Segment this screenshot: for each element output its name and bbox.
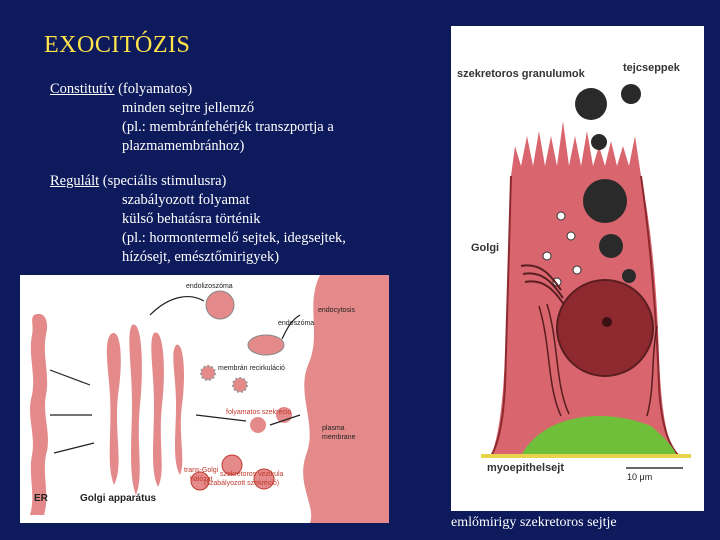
label-endoszoma: endoszóma — [278, 320, 315, 327]
secretory-granule — [573, 266, 581, 274]
label-er: ER — [34, 493, 48, 504]
label-halozat: hálózat — [190, 476, 213, 483]
golgi-cisterna-3 — [151, 332, 164, 487]
label-trans-golgi: trans-Golgi — [184, 467, 219, 474]
arrow — [54, 443, 94, 453]
regulated-term: Regulált — [50, 173, 100, 189]
figure-caption: emlőmirigy szekretoros sejtje — [451, 515, 617, 530]
milk-droplet — [583, 179, 627, 223]
regulated-heading — [50, 172, 346, 191]
regulated-block — [50, 172, 346, 267]
er-shape — [30, 314, 48, 515]
label-plasma: plasma — [322, 425, 345, 432]
nucleus-shape — [557, 280, 653, 376]
regulated-line-1: szabályozott folyamat — [122, 192, 250, 208]
secretory-granule — [543, 252, 551, 260]
arrow — [282, 315, 300, 339]
secretory-granule — [557, 212, 565, 220]
label-scale: 10 μm — [627, 472, 653, 482]
constitutive-heading — [50, 80, 334, 99]
constitutive-term-rest: (folyamatos) — [114, 81, 193, 97]
basement-membrane — [481, 454, 691, 458]
golgi-cisterna-2 — [129, 324, 142, 495]
regulated-line-3: (pl.: hormontermelő sejtek, idegsejtek, — [122, 230, 346, 246]
arrow — [150, 297, 204, 315]
label-golgi-apparatus: Golgi apparátus — [80, 493, 157, 504]
page-title: EXOCITÓZIS — [44, 32, 191, 58]
constitutive-term: Constitutív — [50, 81, 115, 97]
constitutive-line-2: (pl.: membránfehérjék transzportja a — [122, 119, 334, 135]
regulated-line-2: külső behatásra történik — [122, 211, 261, 227]
vesicle — [233, 378, 247, 392]
endosome-shape — [248, 335, 284, 355]
vesicle — [201, 366, 215, 380]
secretory-granule — [567, 232, 575, 240]
constitutive-line-3: plazmamembránhoz) — [122, 138, 245, 154]
endolysosome-shape — [206, 291, 234, 319]
milk-droplet — [575, 88, 607, 120]
label-golgi: Golgi — [471, 242, 500, 254]
golgi-cisterna-1 — [107, 333, 121, 485]
label-myoepithelsejt: myoepithelsejt — [487, 462, 565, 474]
milk-droplet — [599, 234, 623, 258]
regulated-line-4: hízósejt, emésztőmirigyek) — [122, 249, 280, 265]
constitutive-line-1: minden sejtre jellemző — [122, 100, 255, 116]
cell-illustration — [451, 26, 704, 511]
arrow — [50, 370, 90, 385]
mammary-secretory-cell-diagram — [451, 26, 704, 511]
golgi-cisterna-4 — [173, 345, 184, 475]
milk-droplet — [622, 269, 636, 283]
exocytosis-pathway-diagram — [20, 275, 389, 523]
milk-droplet — [621, 84, 641, 104]
milk-droplet — [591, 134, 607, 150]
label-folyamatos-szekrecio: folyamatos szekréció — [226, 409, 292, 416]
vesicle — [250, 417, 266, 433]
constitutive-block — [50, 80, 334, 156]
label-membrane: membrane — [322, 434, 356, 441]
nucleolus-shape — [602, 317, 612, 327]
regulated-term-rest: (speciális stimulusra) — [99, 173, 227, 189]
label-szekretoros-vezikula: szekretoros vezikula — [220, 471, 284, 478]
label-tejcseppek: tejcseppek — [623, 62, 680, 74]
label-endocytosis: endocytosis — [318, 307, 355, 314]
label-endolizoszoma: endolizoszóma — [186, 283, 233, 290]
label-membran-recirkulacio: membrán recirkuláció — [218, 365, 285, 372]
label-szabalyozott-szekrecio: (szabályozott szekréció) — [204, 480, 280, 487]
label-szekretoros-granulumok: szekretoros granulumok — [457, 68, 585, 80]
